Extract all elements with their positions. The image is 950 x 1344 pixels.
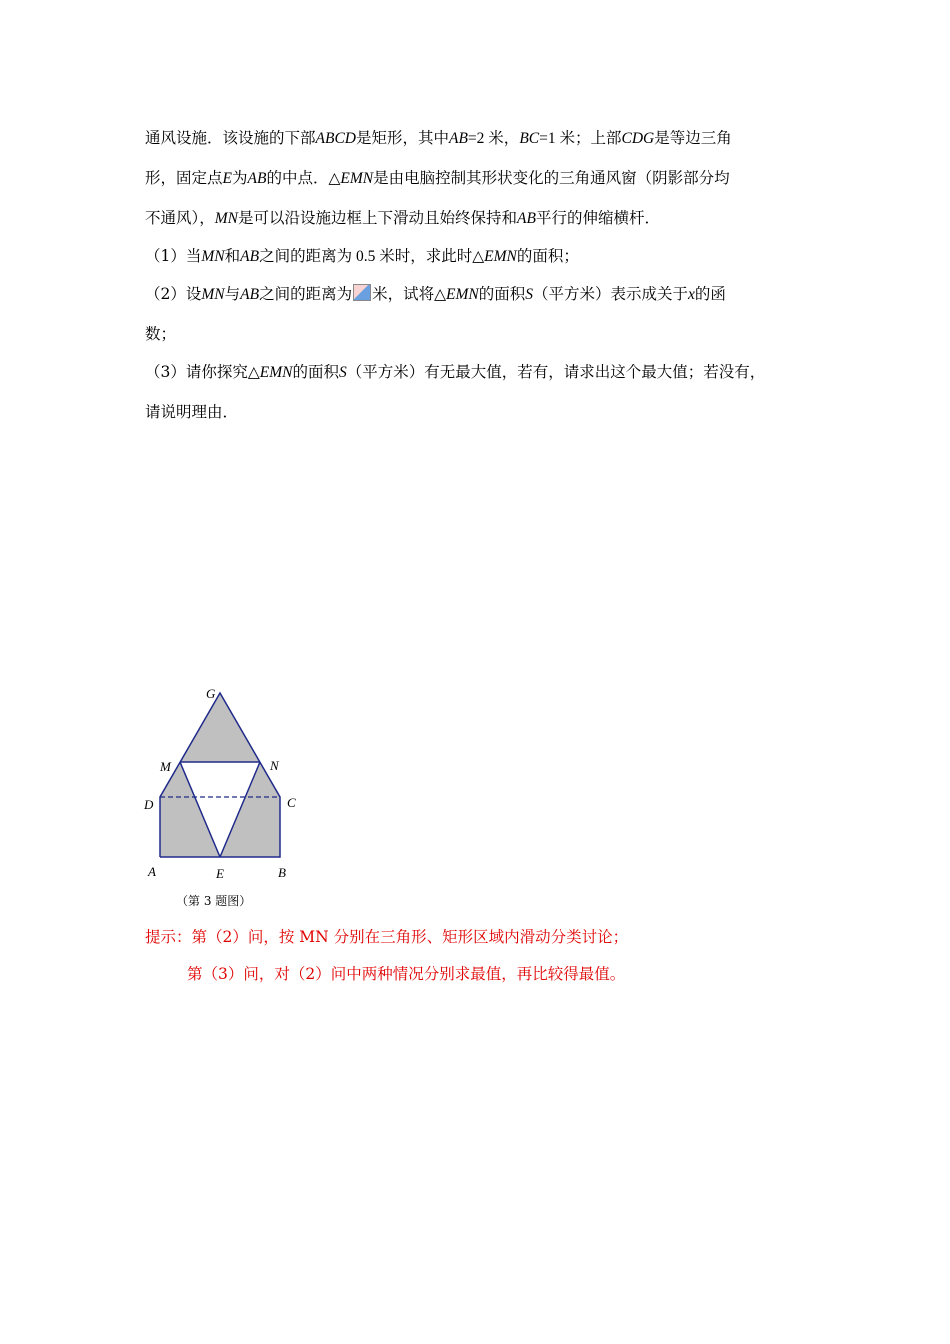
text: （2）设 bbox=[145, 285, 202, 303]
hint-line-2: 第（3）问，对（2）问中两种情况分别求最值，再比较得最值。 bbox=[187, 965, 626, 983]
text: 是可以沿设施边框上下滑动且始终保持和 bbox=[238, 209, 518, 227]
shade-top-triangle bbox=[180, 693, 260, 762]
label-d: D bbox=[144, 797, 154, 812]
text: 米，试将△ bbox=[372, 285, 447, 303]
label-c: C bbox=[287, 795, 296, 810]
shade-right bbox=[220, 762, 280, 857]
var-ab: AB bbox=[240, 286, 260, 303]
text: （平方米）表示成关于 bbox=[533, 285, 689, 303]
var-s: S bbox=[525, 286, 533, 303]
label-e: E bbox=[216, 866, 224, 881]
broken-image-icon bbox=[353, 284, 371, 301]
var-emn: EMN bbox=[446, 286, 479, 303]
var-mn: MN bbox=[214, 210, 239, 227]
text: 的函 bbox=[694, 285, 726, 303]
text: 的中点．△ bbox=[266, 169, 341, 187]
question-1 bbox=[145, 246, 579, 267]
text: 为 bbox=[231, 169, 248, 187]
question-3-cont bbox=[145, 402, 238, 422]
text: 是等边三角 bbox=[654, 129, 732, 147]
text: （1）当 bbox=[145, 247, 202, 265]
text: 的面积 bbox=[478, 285, 526, 303]
var-emn: EMN bbox=[484, 248, 517, 265]
text: 平行的伸缩横杆． bbox=[535, 209, 660, 227]
text: =1 米；上部 bbox=[539, 130, 622, 147]
problem-line-3 bbox=[145, 208, 660, 229]
text: =2 米， bbox=[467, 130, 520, 147]
var-cdg: CDG bbox=[621, 130, 655, 147]
var-ab: AB bbox=[247, 170, 267, 187]
text: （3）请你探究△ bbox=[145, 363, 260, 381]
text: 通风设施．该设施的下部 bbox=[145, 129, 316, 147]
text: 与 bbox=[224, 285, 241, 303]
shade-left bbox=[160, 762, 220, 857]
text: 的面积； bbox=[516, 247, 579, 265]
text: 和 bbox=[224, 247, 241, 265]
text: 之间的距离为 bbox=[259, 285, 353, 303]
text: 不通风）， bbox=[145, 209, 215, 227]
var-ab: AB bbox=[449, 130, 468, 147]
var-x: x bbox=[688, 286, 695, 303]
var-emn: EMN bbox=[340, 170, 374, 187]
question-3 bbox=[145, 362, 765, 383]
hint-line-1: 提示：第（2）问，按 MN 分别在三角形、矩形区域内滑动分类讨论； bbox=[145, 928, 629, 946]
text: 是矩形，其中 bbox=[355, 129, 449, 147]
var-ab: AB bbox=[517, 210, 536, 227]
var-emn: EMN bbox=[259, 364, 293, 381]
label-n: N bbox=[270, 758, 279, 773]
label-b: B bbox=[278, 865, 286, 880]
var-s: S bbox=[339, 364, 347, 381]
text: （平方米）有无最大值，若有，请求出这个最大值；若没有， bbox=[346, 363, 766, 381]
geometry-figure bbox=[140, 680, 320, 910]
var-abcd: ABCD bbox=[315, 130, 356, 147]
problem-line-2 bbox=[145, 168, 730, 189]
var-bc: BC bbox=[519, 130, 540, 147]
label-m: M bbox=[160, 759, 171, 774]
label-a: A bbox=[148, 864, 156, 879]
label-g: G bbox=[206, 686, 216, 701]
var-e: E bbox=[222, 170, 232, 187]
text: 的面积 bbox=[292, 363, 340, 381]
var-mn: MN bbox=[201, 286, 225, 303]
var-ab: AB bbox=[240, 248, 260, 265]
text: 是由电脑控制其形状变化的三角通风窗（阴影部分均 bbox=[373, 169, 730, 187]
text: 请说明理由． bbox=[145, 403, 239, 421]
figure-caption: （第 3 题图） bbox=[176, 894, 252, 908]
text: 数； bbox=[145, 325, 177, 343]
problem-line-1 bbox=[145, 128, 732, 149]
text: 之间的距离为 0.5 米时，求此时△ bbox=[259, 248, 485, 265]
question-2-cont bbox=[145, 324, 176, 344]
text: 形，固定点 bbox=[145, 169, 223, 187]
var-mn: MN bbox=[201, 248, 225, 265]
question-2 bbox=[145, 284, 726, 305]
